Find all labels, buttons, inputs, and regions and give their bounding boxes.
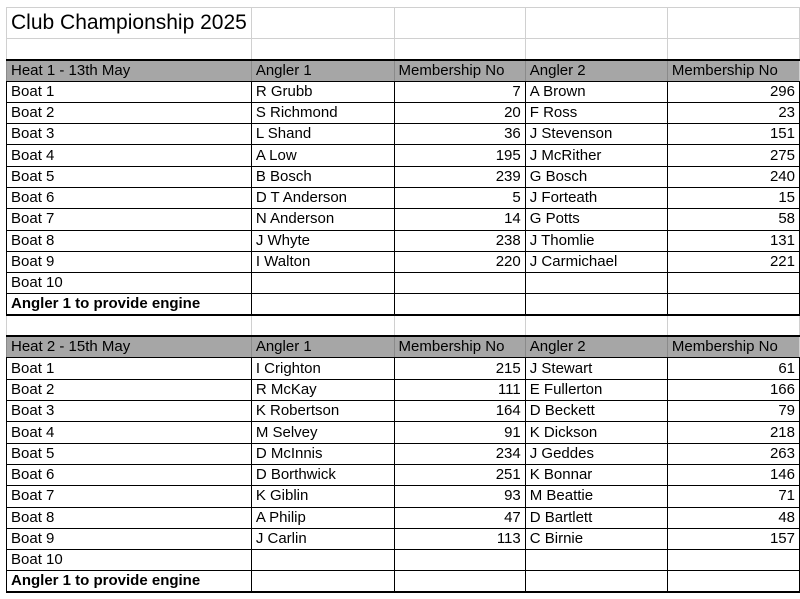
empty-cell[interactable] (251, 39, 394, 60)
angler-2-cell[interactable]: G Bosch (525, 166, 667, 187)
membership-no-1-cell[interactable]: 91 (394, 422, 525, 443)
angler-2-cell[interactable]: K Bonnar (525, 464, 667, 485)
engine-note-row (7, 294, 800, 316)
empty-cell[interactable] (7, 315, 252, 336)
table-row (7, 230, 800, 251)
angler-2-cell[interactable]: J McRither (525, 145, 667, 166)
angler-2-cell[interactable]: D Bartlett (525, 507, 667, 528)
column-header-angler-1[interactable]: Angler 1 (251, 336, 394, 358)
angler-1-cell[interactable]: K Robertson (251, 401, 394, 422)
membership-no-1-cell[interactable]: 113 (394, 528, 525, 549)
membership-no-1-cell[interactable]: 7 (394, 81, 525, 102)
sheet-title[interactable]: Club Championship 2025 (7, 8, 252, 39)
empty-cell[interactable] (251, 571, 394, 593)
table-row (7, 422, 800, 443)
table-row (7, 550, 800, 571)
membership-no-2-cell[interactable]: 23 (667, 102, 799, 123)
angler-1-cell[interactable]: I Crighton (251, 358, 394, 379)
membership-no-1-cell[interactable]: 238 (394, 230, 525, 251)
angler-1-cell[interactable]: J Carlin (251, 528, 394, 549)
column-header-membership-no[interactable]: Membership No (667, 336, 799, 358)
table-row (7, 187, 800, 208)
angler-1-cell[interactable]: D McInnis (251, 443, 394, 464)
membership-no-1-cell[interactable]: 93 (394, 486, 525, 507)
empty-cell[interactable] (525, 571, 667, 593)
empty-cell[interactable] (667, 571, 799, 593)
column-header-angler-2[interactable]: Angler 2 (525, 60, 667, 82)
empty-cell[interactable] (667, 294, 799, 316)
angler-1-cell[interactable]: A Philip (251, 507, 394, 528)
boat-cell[interactable]: Boat 1 (7, 358, 252, 379)
angler-2-cell[interactable]: C Birnie (525, 528, 667, 549)
column-header-membership-no[interactable]: Membership No (394, 336, 525, 358)
membership-no-1-cell[interactable]: 215 (394, 358, 525, 379)
angler-1-cell[interactable]: L Shand (251, 124, 394, 145)
angler-1-cell[interactable]: A Low (251, 145, 394, 166)
table-body (7, 8, 800, 593)
empty-cell[interactable] (667, 315, 799, 336)
membership-no-1-cell[interactable]: 111 (394, 379, 525, 400)
empty-cell[interactable] (525, 294, 667, 316)
membership-no-2-cell[interactable]: 221 (667, 251, 799, 272)
membership-no-2-cell[interactable]: 48 (667, 507, 799, 528)
boat-cell[interactable]: Boat 8 (7, 230, 252, 251)
column-header-membership-no[interactable]: Membership No (394, 60, 525, 82)
boat-cell[interactable]: Boat 10 (7, 550, 252, 571)
boat-cell[interactable]: Boat 5 (7, 443, 252, 464)
boat-cell[interactable]: Boat 6 (7, 187, 252, 208)
membership-no-2-cell[interactable]: 263 (667, 443, 799, 464)
boat-cell[interactable]: Boat 2 (7, 379, 252, 400)
table-row (7, 443, 800, 464)
boat-cell[interactable]: Boat 6 (7, 464, 252, 485)
boat-cell[interactable]: Boat 4 (7, 422, 252, 443)
engine-note-row (7, 571, 800, 593)
membership-no-2-cell[interactable]: 157 (667, 528, 799, 549)
empty-cell[interactable] (525, 8, 667, 39)
membership-no-2-cell[interactable]: 71 (667, 486, 799, 507)
membership-no-2-cell[interactable]: 151 (667, 124, 799, 145)
membership-no-1-cell[interactable]: 220 (394, 251, 525, 272)
angler-2-cell[interactable]: E Fullerton (525, 379, 667, 400)
membership-no-2-cell[interactable] (667, 550, 799, 571)
championship-table (6, 7, 800, 593)
table-row (7, 401, 800, 422)
table-row (7, 528, 800, 549)
membership-no-2-cell[interactable]: 296 (667, 81, 799, 102)
heat-name[interactable]: Heat 2 - 15th May (7, 336, 252, 358)
empty-cell[interactable] (251, 8, 394, 39)
angler-2-cell[interactable]: K Dickson (525, 422, 667, 443)
angler-2-cell[interactable]: J Stewart (525, 358, 667, 379)
boat-cell[interactable]: Boat 7 (7, 486, 252, 507)
spacer-row (7, 39, 800, 60)
membership-no-1-cell[interactable]: 195 (394, 145, 525, 166)
spacer-row (7, 315, 800, 336)
table-row (7, 81, 800, 102)
table-row (7, 273, 800, 294)
membership-no-2-cell[interactable]: 61 (667, 358, 799, 379)
angler-1-cell[interactable]: N Anderson (251, 209, 394, 230)
boat-cell[interactable]: Boat 5 (7, 166, 252, 187)
membership-no-2-cell[interactable] (667, 273, 799, 294)
membership-no-1-cell[interactable]: 239 (394, 166, 525, 187)
angler-2-cell[interactable]: J Stevenson (525, 124, 667, 145)
angler-1-cell[interactable] (251, 550, 394, 571)
membership-no-1-cell[interactable]: 36 (394, 124, 525, 145)
membership-no-2-cell[interactable]: 166 (667, 379, 799, 400)
membership-no-2-cell[interactable]: 79 (667, 401, 799, 422)
angler-1-cell[interactable] (251, 273, 394, 294)
membership-no-2-cell[interactable]: 131 (667, 230, 799, 251)
angler-2-cell[interactable] (525, 273, 667, 294)
angler-1-cell[interactable]: B Bosch (251, 166, 394, 187)
empty-cell[interactable] (394, 8, 525, 39)
membership-no-2-cell[interactable]: 218 (667, 422, 799, 443)
table-row (7, 209, 800, 230)
boat-cell[interactable]: Boat 4 (7, 145, 252, 166)
empty-cell[interactable] (7, 39, 252, 60)
membership-no-1-cell[interactable] (394, 550, 525, 571)
table-row (7, 358, 800, 379)
membership-no-1-cell[interactable]: 14 (394, 209, 525, 230)
boat-cell[interactable]: Boat 2 (7, 102, 252, 123)
column-header-angler-2[interactable]: Angler 2 (525, 336, 667, 358)
empty-cell[interactable] (525, 39, 667, 60)
empty-cell[interactable] (394, 294, 525, 316)
table-row (7, 124, 800, 145)
membership-no-1-cell[interactable]: 47 (394, 507, 525, 528)
heat-header-row (7, 60, 800, 82)
column-header-membership-no[interactable]: Membership No (667, 60, 799, 82)
table-row (7, 379, 800, 400)
empty-cell[interactable] (667, 39, 799, 60)
engine-note[interactable]: Angler 1 to provide engine (7, 571, 252, 593)
angler-2-cell[interactable]: A Brown (525, 81, 667, 102)
empty-cell[interactable] (525, 315, 667, 336)
boat-cell[interactable]: Boat 10 (7, 273, 252, 294)
empty-cell[interactable] (394, 39, 525, 60)
empty-cell[interactable] (251, 315, 394, 336)
boat-cell[interactable]: Boat 1 (7, 81, 252, 102)
title-row (7, 8, 800, 39)
membership-no-1-cell[interactable]: 251 (394, 464, 525, 485)
angler-2-cell[interactable] (525, 550, 667, 571)
angler-1-cell[interactable]: D T Anderson (251, 187, 394, 208)
boat-cell[interactable]: Boat 9 (7, 528, 252, 549)
boat-cell[interactable]: Boat 8 (7, 507, 252, 528)
angler-1-cell[interactable]: D Borthwick (251, 464, 394, 485)
membership-no-2-cell[interactable]: 58 (667, 209, 799, 230)
table-row (7, 145, 800, 166)
angler-2-cell[interactable]: J Thomlie (525, 230, 667, 251)
boat-cell[interactable]: Boat 7 (7, 209, 252, 230)
table-row (7, 166, 800, 187)
engine-note[interactable]: Angler 1 to provide engine (7, 294, 252, 316)
membership-no-1-cell[interactable]: 234 (394, 443, 525, 464)
membership-no-2-cell[interactable]: 15 (667, 187, 799, 208)
empty-cell[interactable] (667, 8, 799, 39)
membership-no-1-cell[interactable]: 20 (394, 102, 525, 123)
angler-2-cell[interactable]: D Beckett (525, 401, 667, 422)
angler-1-cell[interactable]: K Giblin (251, 486, 394, 507)
membership-no-1-cell[interactable]: 164 (394, 401, 525, 422)
empty-cell[interactable] (394, 571, 525, 593)
heat-name[interactable]: Heat 1 - 13th May (7, 60, 252, 82)
angler-2-cell[interactable]: J Carmichael (525, 251, 667, 272)
angler-1-cell[interactable]: S Richmond (251, 102, 394, 123)
table-row (7, 507, 800, 528)
angler-1-cell[interactable]: R McKay (251, 379, 394, 400)
angler-2-cell[interactable]: G Potts (525, 209, 667, 230)
angler-1-cell[interactable]: J Whyte (251, 230, 394, 251)
membership-no-2-cell[interactable]: 240 (667, 166, 799, 187)
angler-2-cell[interactable]: F Ross (525, 102, 667, 123)
heat-header-row (7, 336, 800, 358)
boat-cell[interactable]: Boat 3 (7, 401, 252, 422)
table-row (7, 464, 800, 485)
angler-1-cell[interactable]: I Walton (251, 251, 394, 272)
membership-no-2-cell[interactable]: 146 (667, 464, 799, 485)
membership-no-1-cell[interactable]: 5 (394, 187, 525, 208)
boat-cell[interactable]: Boat 3 (7, 124, 252, 145)
angler-1-cell[interactable]: R Grubb (251, 81, 394, 102)
empty-cell[interactable] (394, 315, 525, 336)
angler-1-cell[interactable]: M Selvey (251, 422, 394, 443)
membership-no-1-cell[interactable] (394, 273, 525, 294)
table-row (7, 486, 800, 507)
table-row (7, 251, 800, 272)
boat-cell[interactable]: Boat 9 (7, 251, 252, 272)
table-row (7, 102, 800, 123)
angler-2-cell[interactable]: J Geddes (525, 443, 667, 464)
membership-no-2-cell[interactable]: 275 (667, 145, 799, 166)
empty-cell[interactable] (251, 294, 394, 316)
column-header-angler-1[interactable]: Angler 1 (251, 60, 394, 82)
angler-2-cell[interactable]: M Beattie (525, 486, 667, 507)
angler-2-cell[interactable]: J Forteath (525, 187, 667, 208)
